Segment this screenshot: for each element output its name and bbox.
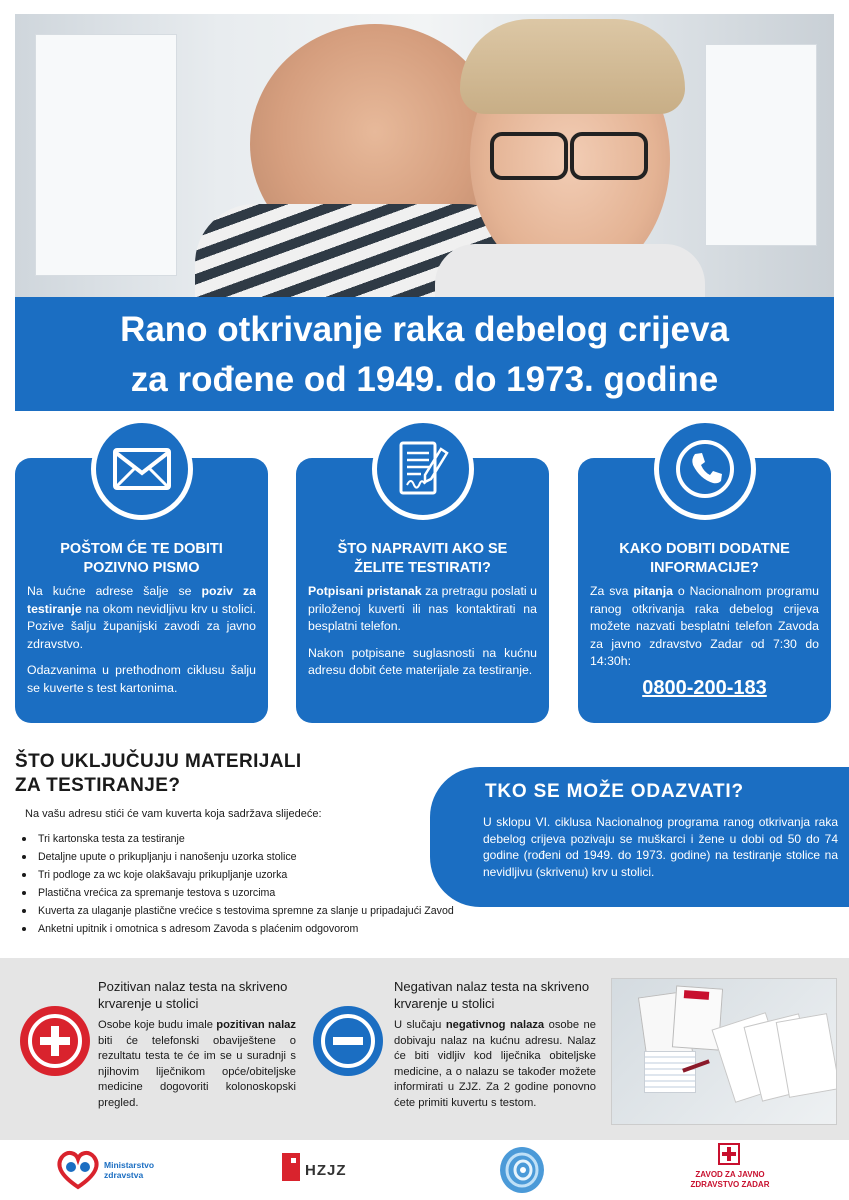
text-bold: poziv za testiranje (27, 584, 256, 616)
negative-result-title (394, 978, 604, 1012)
materials-heading-1: ŠTO UKLJUČUJU MATERIJALI (15, 751, 302, 772)
text-part: Osobe koje budu imale (98, 1019, 217, 1031)
eligibility-text: U sklopu VI. ciklusa Nacionalnog programa ranog otkrivanja raka debelog crijeva pozivaju se muškarci i žene u dobi od 50 do 74 godine (rođeni od 1949. do 1973. godine) na testiranje stolice na nevidljivu (skrivenu) krv u stolici. (483, 815, 838, 879)
page-title-line-2: za rođene od 1949. do 1973. godine (130, 360, 719, 399)
positive-result-text (98, 1018, 296, 1111)
positive-title-1: Pozitivan nalaz testa na skriveno (98, 979, 288, 994)
text-bold: negativnog nalaza (445, 1019, 545, 1031)
minus-icon (313, 1006, 383, 1076)
hero-photo (15, 14, 834, 297)
materials-heading (15, 750, 302, 798)
ministry-heart-logo-icon (54, 1145, 102, 1193)
free-phone-number-link[interactable]: 0800-200-183 (642, 677, 767, 699)
card-how-to-test-heading-2: ŽELITE TESTIRATI? (354, 560, 491, 576)
card-how-to-test-text (308, 583, 537, 689)
eligibility-heading: TKO SE MOŽE ODAZVATI? (485, 781, 744, 802)
text-part: Na kućne adrese šalje se (27, 584, 202, 598)
envelope-icon (91, 418, 193, 520)
hzjz-logo-icon (282, 1153, 300, 1181)
text-bold: pitanja (633, 584, 673, 598)
positive-result-title (98, 978, 308, 1012)
materials-intro: Na vašu adresu stići će vam kuverta koja sadržava slijedeće: (25, 808, 322, 820)
zavod-name-2: ZDRAVSTVO ZADAR (690, 1180, 770, 1189)
ministry-name-2: zdravstva (104, 1170, 144, 1180)
red-cross-logo-icon (718, 1143, 740, 1165)
text-part: o Nacionalnom programu ranog otkrivanja raka debelog crijeva možete nazvati besplatni telefon Zavoda za javno zdravstvo Zadar od 7:30 do 14:30h: (590, 584, 819, 668)
list-item: Detaljne upute o prikupljanju i nanošenju uzorka stolice (22, 848, 454, 866)
card-invitation-text (27, 583, 256, 706)
card-how-to-test-note: Nakon potpisane suglasnosti na kućnu adresu dobit ćete materijale za testiranje. (308, 645, 537, 677)
materials-list (22, 830, 454, 938)
negative-title-2: krvarenje u stolici (394, 996, 495, 1011)
card-invitation-note: Odazvanima u prethodnom ciklusu šalju se kuverte s test kartonima. (27, 663, 256, 695)
card-how-to-test-heading-1: ŠTO NAPRAVITI AKO SE (337, 541, 508, 557)
list-item: Kuverta za ulaganje plastične vrećice s testovima spremne za slanje u pripadajući Zavod (22, 902, 454, 920)
card-invitation-heading (15, 540, 268, 578)
plus-icon (20, 1006, 90, 1076)
card-invitation-heading-2: POZIVNO PISMO (83, 560, 200, 576)
phone-icon (654, 418, 756, 520)
text-part: za pretragu poslati u priloženoj kuverti ili nas kontaktirati na besplatni telefon. (308, 584, 537, 633)
signed-document-icon (372, 418, 474, 520)
zavod-name-1: ZAVOD ZA JAVNO (695, 1170, 765, 1179)
test-kit-photo (611, 978, 837, 1125)
text-bold: pozitivan nalaz (216, 1019, 296, 1031)
text-part: Za sva (590, 584, 634, 598)
text-part: osobe ne dobivaju nalaz na kućnu adresu. Nalaz će biti vidljiv kod liječnika obiteljske medicine, a o nalazu se također možete informirati u ZJZ. Za 2 godine ponovno ćete primiti kuvertu s testom. (394, 1019, 596, 1109)
card-more-info-heading (578, 540, 831, 578)
list-item: Anketni upitnik i omotnica s adresom Zavoda s plaćenim odgovorom (22, 920, 454, 938)
text-part: U slučaju (394, 1019, 446, 1031)
card-invitation-heading-1: POŠTOM ĆE TE DOBITI (60, 541, 223, 557)
list-item: Plastična vrećica za spremanje testova s uzorcima (22, 884, 454, 902)
list-item: Tri podloge za wc koje olakšavaju prikupljanje uzorka (22, 866, 454, 884)
materials-heading-2: ZA TESTIRANJE? (15, 775, 181, 796)
card-how-to-test-heading (296, 540, 549, 578)
negative-title-1: Negativan nalaz testa na skriveno (394, 979, 590, 994)
text-bold: Potpisani pristanak (308, 584, 422, 598)
text-part: biti će telefonski obaviještene o rezultatu testa te će im se u suradnji s njihovim liječnikom opće/obiteljske medicine dogovoriti kolonoskopski pregled. (98, 1034, 296, 1109)
ministry-logo-text (104, 1160, 154, 1180)
title-banner (15, 297, 834, 411)
text-part: na okom nevidljivu krv u stolici. Pozive šalju županijski zavodi za javno zdravstvo. (27, 601, 256, 651)
negative-result-text (394, 1018, 596, 1111)
zavod-logo-text (690, 1170, 770, 1190)
list-item: Tri kartonska testa za testiranje (22, 830, 454, 848)
card-more-info-text (590, 583, 819, 680)
hzjz-logo-text: HZJZ (305, 1162, 347, 1179)
page-title-line-1: Rano otkrivanje raka debelog crijeva (120, 310, 729, 349)
card-more-info-heading-1: KAKO DOBITI DODATNE (619, 541, 790, 557)
eligibility-box (430, 767, 849, 907)
positive-title-2: krvarenje u stolici (98, 996, 199, 1011)
card-more-info-heading-2: INFORMACIJE? (650, 560, 759, 576)
ministry-name-1: Ministarstvo (104, 1160, 155, 1170)
spiral-logo-icon (498, 1145, 546, 1195)
